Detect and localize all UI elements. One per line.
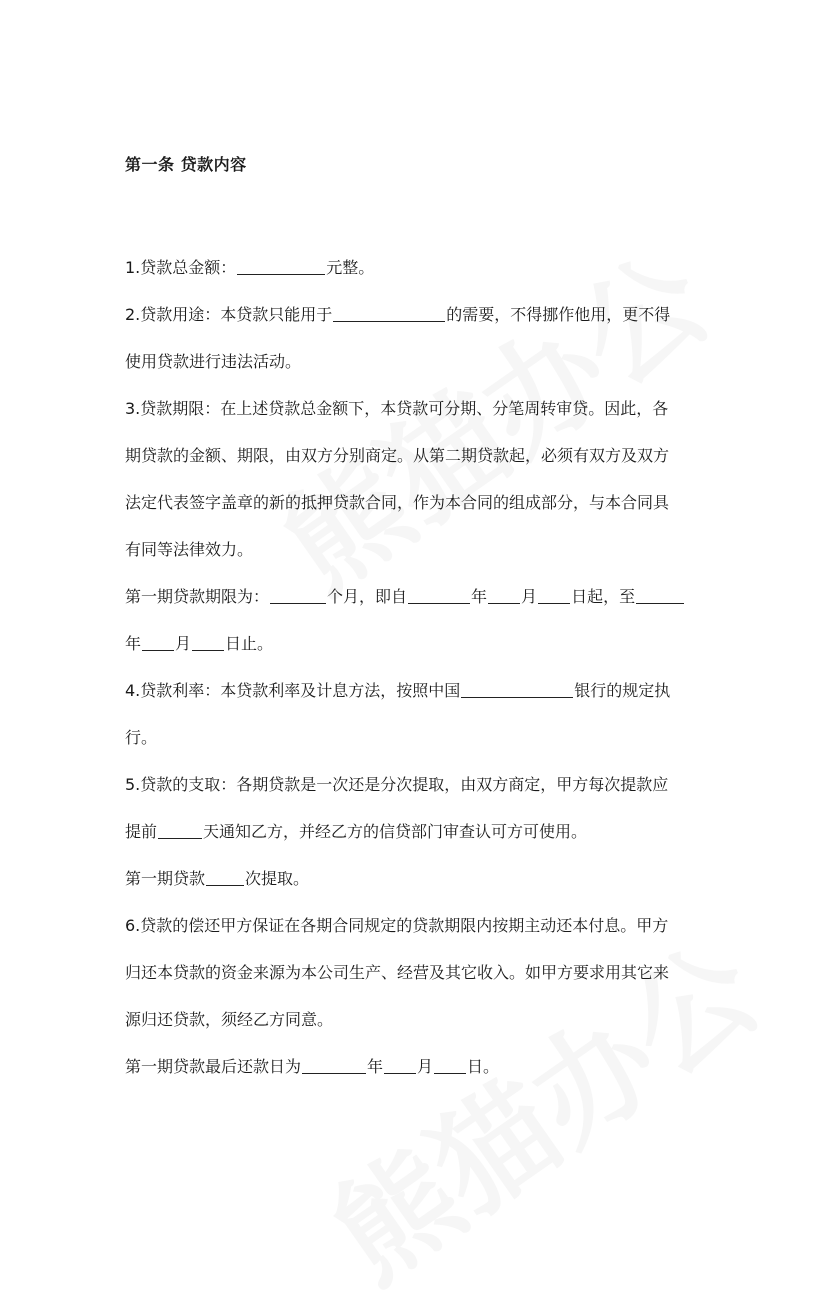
- text: 4.贷款利率：本贷款利率及计息方法，按照中国: [125, 681, 461, 700]
- paragraph-line: [125, 714, 705, 761]
- text: 3.贷款期限：在上述贷款总金额下，本贷款可分期、分笔周转审贷。因此，各: [125, 399, 669, 418]
- paragraph-line: [125, 338, 705, 385]
- text: 月: [417, 1057, 434, 1076]
- text: 行。: [125, 728, 158, 747]
- paragraph-line: [125, 291, 705, 338]
- text: 源归还贷款，须经乙方同意。: [125, 1010, 334, 1029]
- fill-blank-repay-month[interactable]: [384, 1057, 416, 1074]
- text: 月: [521, 587, 538, 606]
- fill-blank-repay-year[interactable]: [302, 1057, 366, 1074]
- text: 年: [125, 634, 142, 653]
- text: 提前: [125, 822, 158, 841]
- text: 第一期贷款最后还款日为: [125, 1057, 302, 1076]
- fill-blank-end-month[interactable]: [142, 634, 174, 651]
- section-heading: 第一条 贷款内容: [125, 155, 247, 174]
- fill-blank-months[interactable]: [270, 587, 326, 604]
- text: 银行的规定执: [574, 681, 671, 700]
- text: 日止。: [225, 634, 274, 653]
- text: 个月，即自: [327, 587, 408, 606]
- fill-blank-start-month[interactable]: [488, 587, 520, 604]
- paragraph-line: [125, 855, 705, 902]
- fill-blank-withdrawal-count[interactable]: [206, 869, 244, 886]
- text: 第一期贷款期限为：: [125, 587, 270, 606]
- text: 使用贷款进行违法活动。: [125, 352, 302, 371]
- fill-blank-purpose[interactable]: [333, 305, 445, 322]
- paragraph-line: [125, 808, 705, 855]
- fill-blank-end-year[interactable]: [636, 587, 684, 604]
- paragraph-line: [125, 244, 705, 291]
- paragraph-line: [125, 667, 705, 714]
- paragraph-line: [125, 761, 705, 808]
- fill-blank-end-day[interactable]: [192, 634, 224, 651]
- text: 6.贷款的偿还甲方保证在各期合同规定的贷款期限内按期主动还本付息。甲方: [125, 916, 669, 935]
- contract-body: [125, 244, 705, 1090]
- text: 5.贷款的支取：各期贷款是一次还是分次提取，由双方商定，甲方每次提款应: [125, 775, 669, 794]
- text: 次提取。: [245, 869, 310, 888]
- text: 归还本贷款的资金来源为本公司生产、经营及其它收入。如甲方要求用其它来: [125, 963, 670, 982]
- text: 年: [471, 587, 488, 606]
- paragraph-line: [125, 526, 705, 573]
- fill-blank-repay-day[interactable]: [434, 1057, 466, 1074]
- paragraph-line: [125, 479, 705, 526]
- fill-blank-bank[interactable]: [461, 681, 573, 698]
- text: 有同等法律效力。: [125, 540, 254, 559]
- text: 期贷款的金额、期限，由双方分别商定。从第二期贷款起，必须有双方及双方: [125, 446, 670, 465]
- paragraph-line: [125, 1043, 705, 1090]
- text: 年: [367, 1057, 384, 1076]
- text: 2.贷款用途：本贷款只能用于: [125, 305, 333, 324]
- text: 法定代表签字盖章的新的抵押贷款合同，作为本合同的组成部分，与本合同具: [125, 493, 670, 512]
- text: 第一期贷款: [125, 869, 206, 888]
- fill-blank-start-day[interactable]: [538, 587, 570, 604]
- paragraph-line: [125, 573, 705, 620]
- paragraph-line: [125, 432, 705, 479]
- text: 元整。: [326, 258, 375, 277]
- paragraph-line: [125, 385, 705, 432]
- text: 日起，至: [571, 587, 636, 606]
- text: 的需要，不得挪作他用，更不得: [446, 305, 671, 324]
- text: 日。: [467, 1057, 500, 1076]
- fill-blank-amount[interactable]: [237, 258, 325, 275]
- text: 天通知乙方，并经乙方的信贷部门审查认可方可使用。: [203, 822, 588, 841]
- text: 月: [175, 634, 192, 653]
- paragraph-line: [125, 620, 705, 667]
- fill-blank-start-year[interactable]: [408, 587, 470, 604]
- paragraph-line: [125, 996, 705, 1043]
- fill-blank-notice-days[interactable]: [158, 822, 202, 839]
- paragraph-line: [125, 902, 705, 949]
- paragraph-line: [125, 949, 705, 996]
- text: 1.贷款总金额：: [125, 258, 237, 277]
